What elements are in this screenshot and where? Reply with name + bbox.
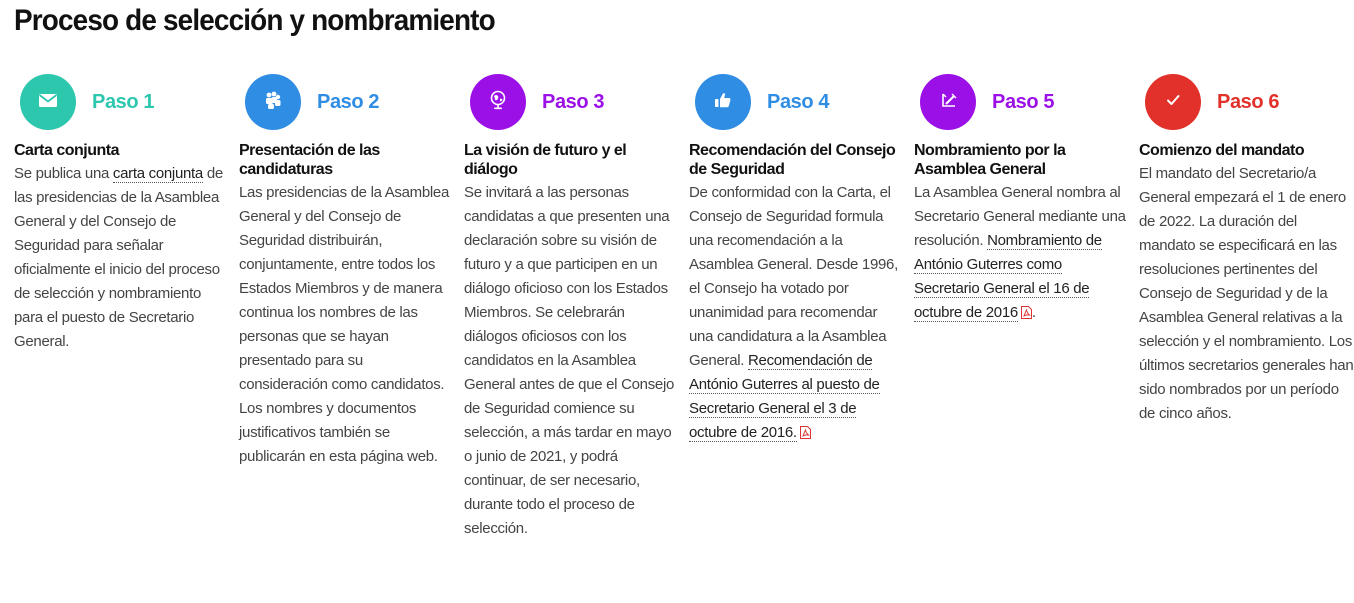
step-5-header — [920, 74, 1130, 130]
step-6-text: El mandato del Secretario/a General empezará el 1 de enero de 2022. La duración del mandato se especificará en las resoluciones pertinentes del Consejo de Seguridad y de la Asamblea General relativas a la selección y el nombramiento. Los últimos secretarios generales han sido nombrados por un período de cinco años. — [1139, 165, 1354, 422]
step-6 — [1139, 74, 1354, 426]
step-6-label: Paso 6 — [1217, 90, 1280, 113]
step-2 — [239, 74, 455, 469]
globe-icon — [487, 89, 509, 116]
step-3-label: Paso 3 — [542, 90, 605, 113]
step-4-text-before: De conformidad con la Carta, el Consejo de Seguridad formula una recomendación a la Asamblea General. Desde 1996, el Consejo ha votado por unanimidad para recomendar una candidatura a la Asamblea General. — [689, 184, 898, 369]
document-sign-icon — [937, 89, 959, 116]
step-4-text — [689, 181, 905, 445]
step-1-header — [20, 74, 230, 130]
recomendacion-guterres-link[interactable]: Recomendación de António Guterres al puesto de Secretario General el 3 de octubre de 2016. — [689, 352, 880, 441]
step-5-text-after: . — [1031, 304, 1036, 321]
nombramiento-guterres-link[interactable]: Nombramiento de António Guterres como Secretario General el 16 de octubre de 2016 — [914, 232, 1102, 321]
pdf-icon[interactable] — [800, 423, 811, 436]
step-1-text-after: de las presidencias de la Asamblea General y del Consejo de Seguridad para señalar oficialmente el inicio del proceso de selección y nombramiento para el puesto de Secretario General. — [14, 165, 223, 350]
step-2-title: Presentación de las candidaturas — [239, 142, 380, 178]
step-1-title: Carta conjunta — [14, 142, 120, 159]
step-1-circle — [20, 74, 76, 130]
step-4 — [689, 74, 905, 445]
step-3-circle — [470, 74, 526, 130]
carta-conjunta-link[interactable]: carta conjunta — [112, 165, 203, 182]
pdf-icon[interactable] — [1021, 303, 1032, 316]
step-5 — [914, 74, 1130, 325]
thumbs-up-icon — [712, 89, 734, 116]
step-5-label: Paso 5 — [992, 90, 1055, 113]
checkmark-icon — [1162, 89, 1184, 116]
step-3-text: Se invitará a las personas candidatas a que presenten una declaración sobre su visión de futuro y a que participen en un diálogo oficioso con los Estados Miembros. Se celebrarán diálogos oficiosos con los candidatos en la Asamblea General antes de que el Consejo de Seguridad comience su selección, a más tardar en mayo o junio de 2021, y podrá continuar, de ser necesario, durante todo el proceso de selección. — [464, 184, 675, 537]
step-2-label: Paso 2 — [317, 90, 380, 113]
step-3-header — [470, 74, 680, 130]
step-1-label: Paso 1 — [92, 90, 155, 113]
step-2-circle — [245, 74, 301, 130]
step-1 — [14, 74, 230, 354]
step-5-title: Nombramiento por la Asamblea General — [914, 142, 1066, 178]
step-6-circle — [1145, 74, 1201, 130]
step-5-text — [914, 181, 1130, 325]
step-2-text: Las presidencias de la Asamblea General y del Consejo de Seguridad distribuirán, conjuntamente, entre todos los Estados Miembros y de manera continua los nombres de las personas que se hayan presentado para su consideración como candidatos. Los nombres y documentos justificativos también se publicarán en esta página web. — [239, 184, 450, 465]
step-5-text-before: La Asamblea General nombra al Secretario General mediante una resolución. — [914, 184, 1126, 249]
step-4-header — [695, 74, 905, 130]
envelope-icon — [37, 89, 59, 116]
step-1-text — [14, 162, 230, 354]
step-4-label: Paso 4 — [767, 90, 830, 113]
step-6-title: Comienzo del mandato — [1139, 142, 1305, 159]
step-2-header — [245, 74, 455, 130]
step-3-title: La visión de futuro y el diálogo — [464, 142, 627, 178]
step-1-text-before: Se publica una — [14, 165, 113, 182]
people-icon — [262, 89, 284, 116]
step-4-title: Recomendación del Consejo de Seguridad — [689, 142, 896, 178]
step-4-circle — [695, 74, 751, 130]
step-3 — [464, 74, 680, 541]
step-6-header — [1145, 74, 1354, 130]
page-title: Proceso de selección y nombramiento — [14, 4, 495, 37]
step-5-circle — [920, 74, 976, 130]
